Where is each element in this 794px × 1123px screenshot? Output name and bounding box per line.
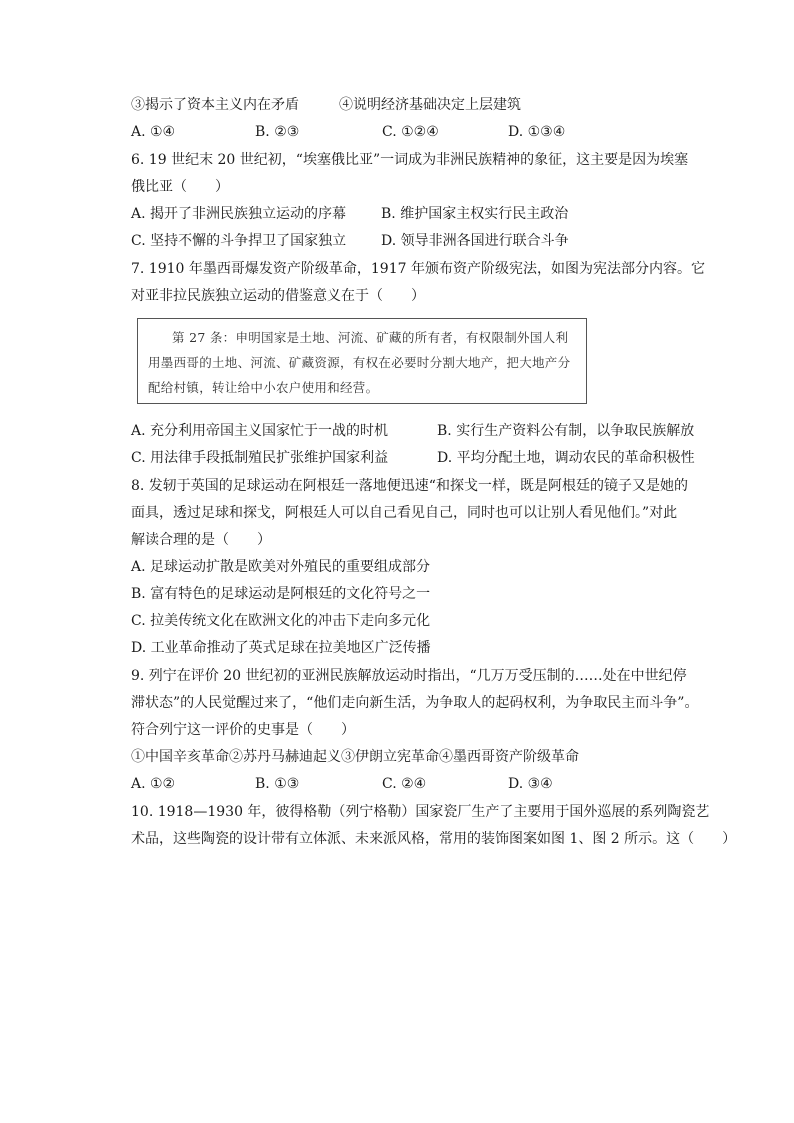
q8-option-b[interactable]: B. 富有特色的足球运动是阿根廷的文化符号之一 <box>131 586 431 602</box>
q5-option-c[interactable]: C. ①②④ <box>382 124 439 140</box>
q5-option-b[interactable]: B. ②③ <box>255 124 300 140</box>
q9-stem-line-3: 符合列宁这一评价的史事是（ ） <box>131 722 355 738</box>
q8-stem-line-1: 8. 发轫于英国的足球运动在阿根廷一落地便迅速“和探戈一样，既是阿根廷的镜子又是她的 <box>131 478 688 494</box>
q9-option-d[interactable]: D. ③④ <box>508 776 553 792</box>
q9-stem-line-2: 滞状态”的人民觉醒过来了，“他们走向新生活，为争取人的起码权利，为争取民主而斗争”。 <box>131 695 699 711</box>
q6-stem-line-1: 6. 19 世纪末 20 世纪初，“埃塞俄比亚”一词成为非洲民族精神的象征，这主要是因为埃塞 <box>131 152 689 168</box>
q7-option-d[interactable]: D. 平均分配土地，调动农民的革命积极性 <box>437 450 695 466</box>
q8-stem-line-3: 解读合理的是（ ） <box>131 532 271 548</box>
q6-option-c[interactable]: C. 坚持不懈的斗争捍卫了国家独立 <box>131 233 347 249</box>
q8-option-a[interactable]: A. 足球运动扩散是欧美对外殖民的重要组成部分 <box>131 559 431 575</box>
q5-statements <box>131 95 521 115</box>
q10-stem-line-1: 10. 1918—1930 年，彼得格勒（列宁格勒）国家瓷厂生产了主要用于国外巡展的系列陶瓷艺 <box>131 804 710 820</box>
q9-option-b[interactable]: B. ①③ <box>255 776 300 792</box>
q9-stem-line-1: 9. 列宁在评价 20 世纪初的亚洲民族解放运动时指出，“几万万受压制的……处在中世纪停 <box>131 668 687 684</box>
q8-stem-line-2: 面具，透过足球和探戈，阿根廷人可以自己看见自己，同时也可以让别人看见他们。”对此 <box>131 505 678 521</box>
q6-option-d[interactable]: D. 领导非洲各国进行联合斗争 <box>381 233 569 249</box>
q5-option-d[interactable]: D. ①③④ <box>508 124 566 140</box>
q5-statement-4: ④说明经济基础决定上层建筑 <box>339 97 521 113</box>
q9-option-a[interactable]: A. ①② <box>131 776 176 792</box>
q5-statement-3: ③揭示了资本主义内在矛盾 <box>131 97 299 113</box>
q7-option-c[interactable]: C. 用法律手段抵制殖民扩张维护国家利益 <box>131 450 389 466</box>
q5-option-a[interactable]: A. ①④ <box>131 124 176 140</box>
q7-constitution-excerpt-box <box>137 318 587 404</box>
q7-constitution-excerpt: 第 27 条：申明国家是土地、河流、矿藏的所有者，有权限制外国人利用墨西哥的土地、河流、矿藏资源，有权在必要时分割大地产，把大地产分配给村镇，转让给中小农户使用和经营。 <box>148 330 571 395</box>
q10-stem-line-2: 术品，这些陶瓷的设计带有立体派、未来派风格，常用的装饰图案如图 1、图 2 所示。这（ ） <box>131 831 737 847</box>
q9-statements: ①中国辛亥革命②苏丹马赫迪起义③伊朗立宪革命④墨西哥资产阶级革命 <box>131 749 579 765</box>
q7-stem-line-2: 对亚非拉民族独立运动的借鉴意义在于（ ） <box>131 288 425 304</box>
q8-option-c[interactable]: C. 拉美传统文化在欧洲文化的冲击下走向多元化 <box>131 613 431 629</box>
q8-option-d[interactable]: D. 工业革命推动了英式足球在拉美地区广泛传播 <box>131 640 431 656</box>
q6-option-b[interactable]: B. 维护国家主权实行民主政治 <box>381 206 569 222</box>
q9-option-c[interactable]: C. ②④ <box>382 776 427 792</box>
q7-option-a[interactable]: A. 充分利用帝国主义国家忙于一战的时机 <box>131 423 389 439</box>
q7-option-b[interactable]: B. 实行生产资料公有制，以争取民族解放 <box>437 423 695 439</box>
q7-stem-line-1: 7. 1910 年墨西哥爆发资产阶级革命，1917 年颁布资产阶级宪法，如图为宪法部分内容。它 <box>131 261 705 277</box>
q6-option-a[interactable]: A. 揭开了非洲民族独立运动的序幕 <box>131 206 347 222</box>
q6-stem-line-2: 俄比亚（ ） <box>131 179 229 195</box>
